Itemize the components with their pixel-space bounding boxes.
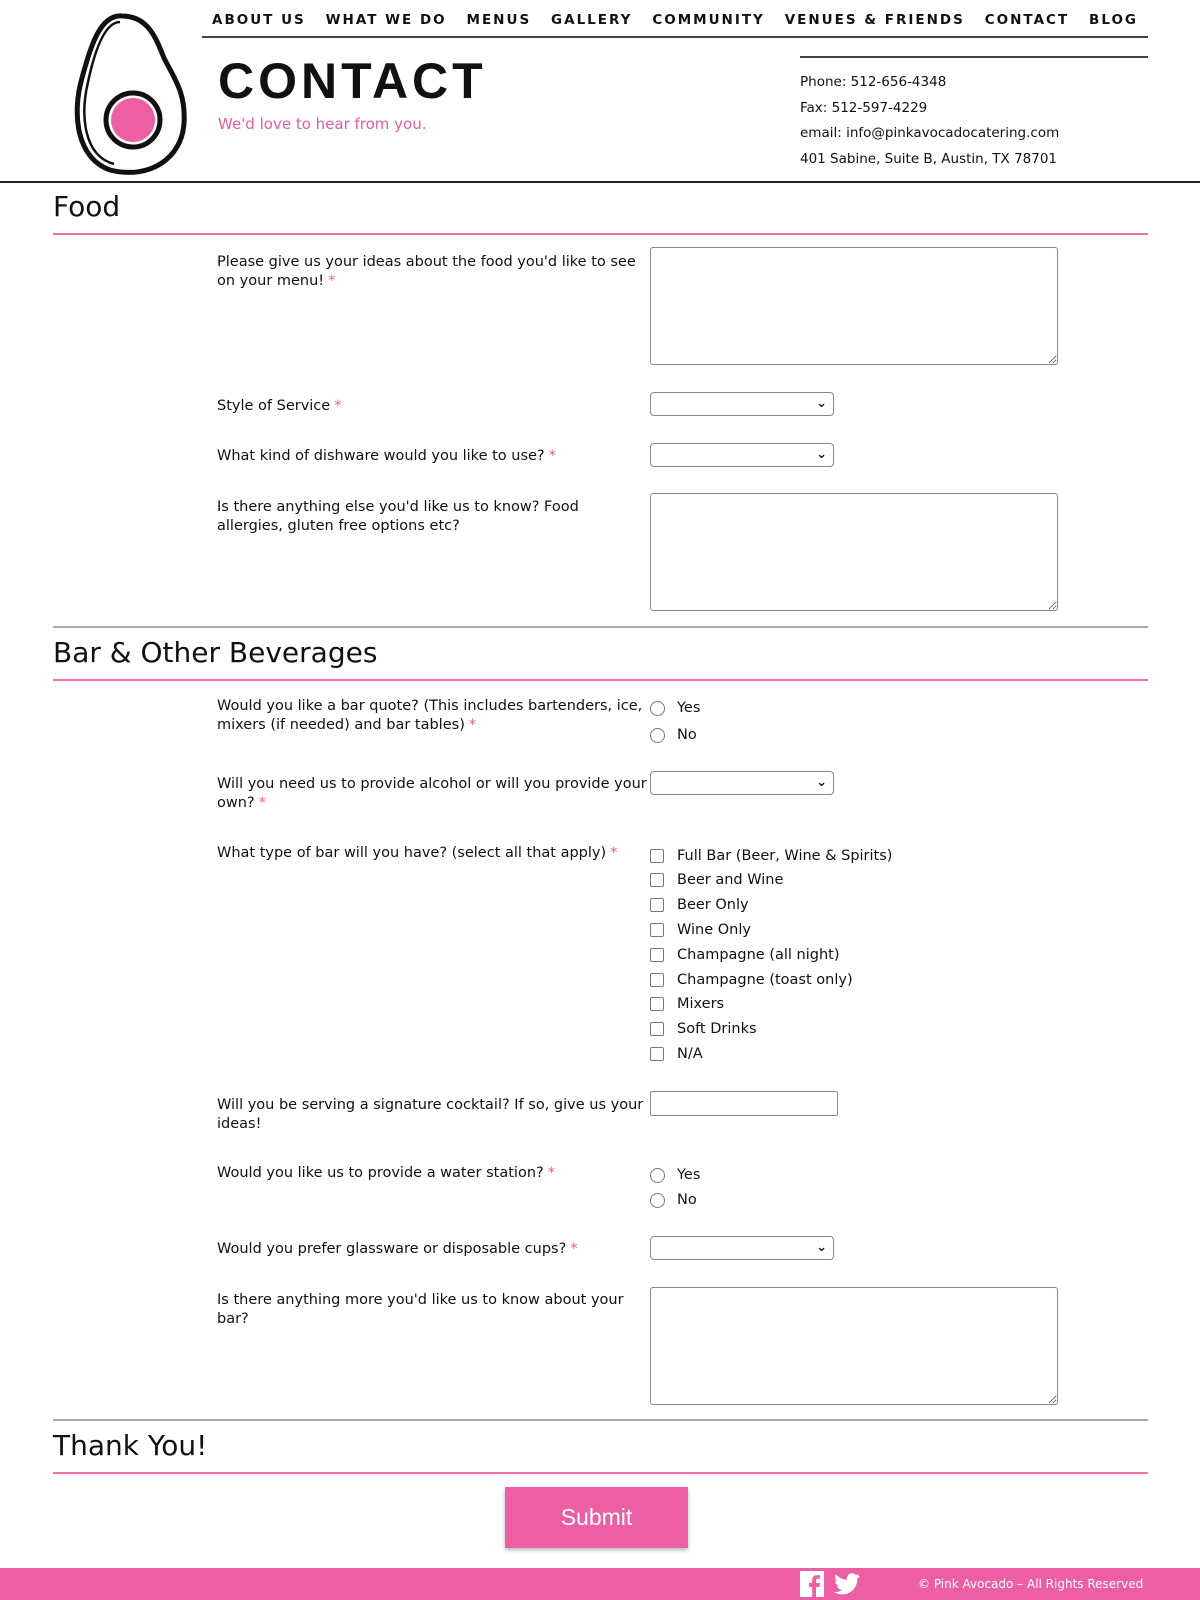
bar-type-option[interactable] [650, 969, 853, 991]
question-label: What type of bar will you have? (select all that apply) [217, 845, 607, 861]
required-marker: * [570, 1241, 578, 1257]
question-alcohol [217, 775, 647, 812]
checkbox[interactable] [650, 997, 664, 1011]
option-label: No [677, 727, 697, 743]
bar-type-option[interactable] [650, 1043, 703, 1065]
section-divider [53, 679, 1148, 681]
section-title-bar: Bar & Other Beverages [53, 636, 378, 669]
main-nav [202, 12, 1148, 38]
option-label: Mixers [677, 996, 725, 1012]
checkbox[interactable] [650, 948, 664, 962]
checkbox[interactable] [650, 1047, 664, 1061]
option-label: No [677, 1192, 697, 1208]
email-text[interactable]: email: info@pinkavocadocatering.com [800, 125, 1060, 141]
question-bar-type [217, 844, 647, 863]
bar-quote-no-option[interactable] [650, 724, 697, 746]
question-label: What kind of dishware would you like to use? [217, 448, 545, 464]
nav-item-blog[interactable]: BLOG [1089, 12, 1138, 28]
chevron-down-icon: ⌄ [816, 775, 827, 790]
required-marker: * [610, 845, 618, 861]
bar-more-textarea[interactable] [650, 1287, 1058, 1405]
option-label: Wine Only [677, 922, 751, 938]
bar-type-option[interactable] [650, 1018, 757, 1040]
style-of-service-select[interactable] [650, 392, 834, 416]
nav-item-about-us[interactable]: ABOUT US [212, 12, 306, 28]
submit-button[interactable]: Submit [505, 1487, 688, 1548]
option-label: Champagne (all night) [677, 947, 840, 963]
site-header [0, 0, 1200, 183]
section-divider [53, 626, 1148, 628]
nav-item-contact[interactable]: CONTACT [984, 12, 1070, 28]
bar-type-option[interactable] [650, 993, 724, 1015]
bar-type-option[interactable] [650, 944, 840, 966]
radio-button[interactable] [650, 701, 665, 716]
copyright-text: © Pink Avocado – All Rights Reserved [918, 1577, 1144, 1591]
food-ideas-textarea[interactable] [650, 247, 1058, 365]
question-label: Would you prefer glassware or disposable cups? [217, 1241, 567, 1257]
food-else-textarea[interactable] [650, 493, 1058, 611]
question-label: Will you be serving a signature cocktail? If so, give us your ideas! [217, 1097, 644, 1132]
option-label: Beer and Wine [677, 872, 784, 888]
radio-button[interactable] [650, 728, 665, 743]
required-marker: * [258, 794, 266, 811]
address-text: 401 Sabine, Suite B, Austin, TX 78701 [800, 150, 1058, 167]
checkbox[interactable] [650, 849, 664, 863]
bar-type-option[interactable] [650, 894, 749, 916]
bar-quote-yes-option[interactable] [650, 697, 700, 719]
question-label: Would you like us to provide a water station? [217, 1165, 544, 1181]
option-label: Yes [677, 1167, 701, 1183]
twitter-icon[interactable] [834, 1573, 860, 1595]
radio-button[interactable] [650, 1168, 665, 1183]
fax-text: Fax: 512-597-4229 [800, 99, 928, 116]
nav-item-menus[interactable]: MENUS [466, 12, 532, 28]
bar-type-option[interactable] [650, 919, 751, 941]
water-no-option[interactable] [650, 1189, 697, 1211]
option-label: Beer Only [677, 897, 749, 913]
required-marker: * [468, 716, 477, 733]
required-marker: * [547, 1165, 555, 1181]
section-divider [53, 233, 1148, 235]
water-yes-option[interactable] [650, 1164, 700, 1186]
option-label: Yes [677, 700, 701, 716]
chevron-down-icon: ⌄ [816, 396, 827, 411]
option-label: Full Bar (Beer, Wine & Spirits) [677, 848, 893, 864]
checkbox[interactable] [650, 973, 664, 987]
checkbox[interactable] [650, 898, 664, 912]
nav-item-venues-friends[interactable]: VENUES & FRIENDS [784, 12, 965, 28]
facebook-icon[interactable] [800, 1571, 824, 1597]
option-label: Soft Drinks [677, 1021, 757, 1037]
page-title: CONTACT [218, 53, 487, 109]
question-dishware [217, 447, 647, 466]
question-label: Would you like a bar quote? (This includes bartenders, ice, mixers (if needed) and bar tables) [217, 698, 643, 733]
radio-button[interactable] [650, 1193, 665, 1208]
glassware-select[interactable] [650, 1236, 834, 1260]
chevron-down-icon: ⌄ [816, 447, 827, 462]
question-water-station [217, 1164, 647, 1183]
checkbox[interactable] [650, 873, 664, 887]
question-label: Is there anything more you'd like us to know about your bar? [217, 1292, 624, 1327]
bar-type-option[interactable] [650, 845, 892, 867]
question-style-of-service [217, 397, 647, 416]
question-bar-quote [217, 697, 647, 734]
checkbox[interactable] [650, 1022, 664, 1036]
question-food-ideas [217, 253, 647, 290]
checkbox[interactable] [650, 923, 664, 937]
required-marker: * [328, 272, 336, 289]
page-subtitle: We'd love to hear from you. [218, 115, 427, 133]
nav-item-community[interactable]: COMMUNITY [652, 12, 765, 28]
cocktail-input[interactable] [650, 1091, 838, 1116]
question-glassware [217, 1240, 647, 1259]
question-label: Please give us your ideas about the food you'd like to see on your menu! [217, 254, 636, 289]
chevron-down-icon: ⌄ [816, 1240, 827, 1255]
dishware-select[interactable] [650, 443, 834, 467]
section-divider [53, 1419, 1148, 1421]
question-food-else [217, 498, 647, 535]
option-label: Champagne (toast only) [677, 972, 853, 988]
nav-item-what-we-do[interactable]: WHAT WE DO [325, 12, 447, 28]
avocado-logo-icon[interactable] [70, 8, 190, 178]
required-marker: * [334, 398, 342, 414]
contact-info [800, 70, 1059, 172]
question-label: Is there anything else you'd like us to know? Food allergies, gluten free options etc? [217, 499, 579, 534]
question-bar-more [217, 1291, 647, 1328]
bar-type-option[interactable] [650, 869, 783, 891]
question-label: Will you need us to provide alcohol or will you provide your own? [217, 776, 647, 811]
question-label: Style of Service [217, 398, 331, 414]
header-divider [800, 56, 1148, 58]
section-divider [53, 1472, 1148, 1474]
site-footer [0, 1568, 1200, 1600]
section-title-thanks: Thank You! [53, 1429, 208, 1462]
option-label: N/A [677, 1046, 703, 1062]
nav-item-gallery[interactable]: GALLERY [551, 12, 633, 28]
alcohol-select[interactable] [650, 771, 834, 795]
section-title-food: Food [53, 190, 121, 223]
question-cocktail [217, 1096, 647, 1133]
required-marker: * [548, 448, 556, 464]
phone-text: Phone: 512-656-4348 [800, 74, 947, 90]
